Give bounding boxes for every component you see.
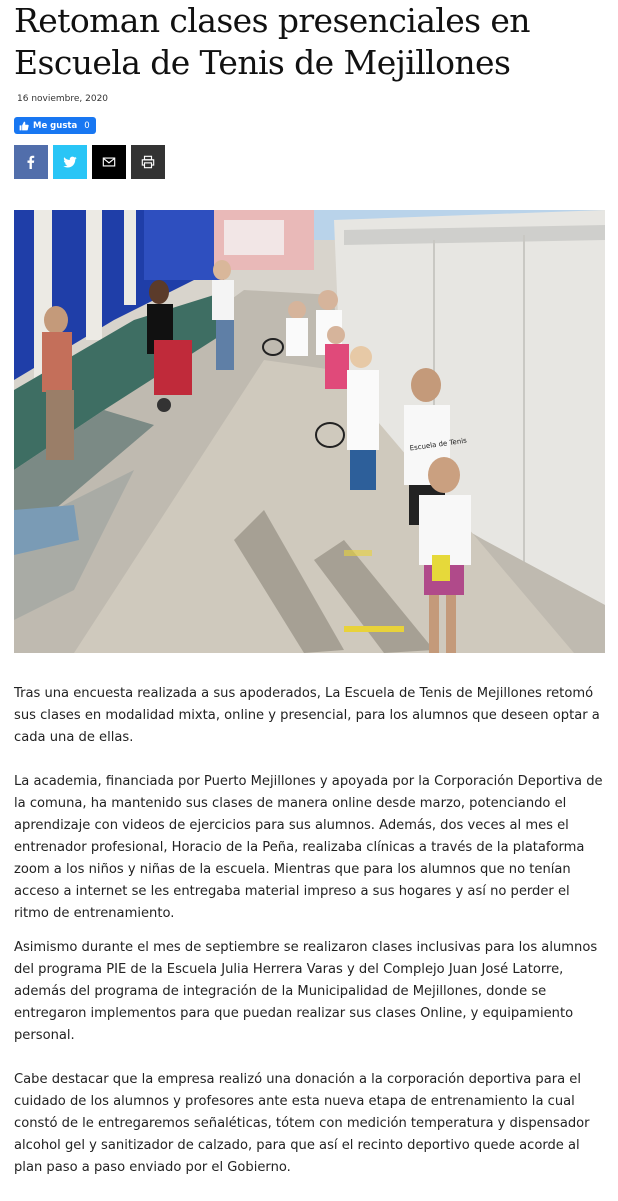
publish-date: 16 noviembre, 2020 (17, 94, 109, 104)
title-line-1: Retoman clases presenciales en (14, 1, 530, 40)
title-line-2: Escuela de Tenis de Mejillones (14, 43, 511, 82)
print-icon (141, 155, 155, 169)
email-share-button[interactable] (92, 145, 126, 179)
article-paragraph: Asimismo durante el mes de septiembre se realizaron clases inclusivas para los alumnos del programa PIE de la Escuela Julia Herrera Varas y del Complejo Juan José Latorre, además del programa de integración de la Municipalidad de Mejillones, donde se entregaron implementos para que puedan realizar sus clases Online, y equipamiento personal. (14, 939, 598, 1043)
like-count: 0 (84, 120, 90, 131)
twitter-share-button[interactable] (53, 145, 87, 179)
thumbs-up-icon (19, 121, 29, 131)
twitter-icon (63, 155, 77, 169)
article-paragraph: La academia, financiada por Puerto Mejillones y apoyada por la Corporación Deportiva de la comuna, ha mantenido sus clases de manera online desde marzo, potenciando el aprendizaje con videos de ejercicios para sus alumnos. Además, dos veces al mes el entrenador profesional, Horacio de la Peña, realizaba clínicas a través de la plataforma zoom a los niños y niñas de la escuela. Mientras que para los alumnos que no tenían acceso a internet se les entregaba material impreso a sus hogares y así no perder el ritmo de entrenamiento. (14, 773, 603, 921)
article-paragraph: Tras una encuesta realizada a sus apoderados, La Escuela de Tenis de Mejillones retomó sus clases en modalidad mixta, online y presencial, para los alumnos que deseen optar a cada una de ellas. (14, 685, 600, 745)
facebook-share-button[interactable] (14, 145, 48, 179)
share-buttons (14, 145, 605, 179)
article-body (14, 683, 605, 1179)
article-title (14, 0, 605, 84)
article-photo (14, 210, 605, 653)
facebook-icon (24, 155, 38, 169)
print-button[interactable] (131, 145, 165, 179)
article-paragraph: Cabe destacar que la empresa realizó una donación a la corporación deportiva para el cuidado de los alumnos y profesores ante esta nueva etapa de entrenamiento la cual constó de le entregaremos señaléticas, tótem con medición temperatura y dispensador alcohol gel y sanitizador de calzado, para que así el recinto deportivo quede acorde al plan paso a paso enviado por el Gobierno. (14, 1071, 590, 1175)
article (14, 0, 605, 1201)
shirt-logo-text: Escuela de Tenis (409, 436, 468, 453)
email-icon (102, 155, 116, 169)
like-label: Me gusta (33, 120, 78, 131)
facebook-like-button[interactable] (14, 117, 96, 134)
